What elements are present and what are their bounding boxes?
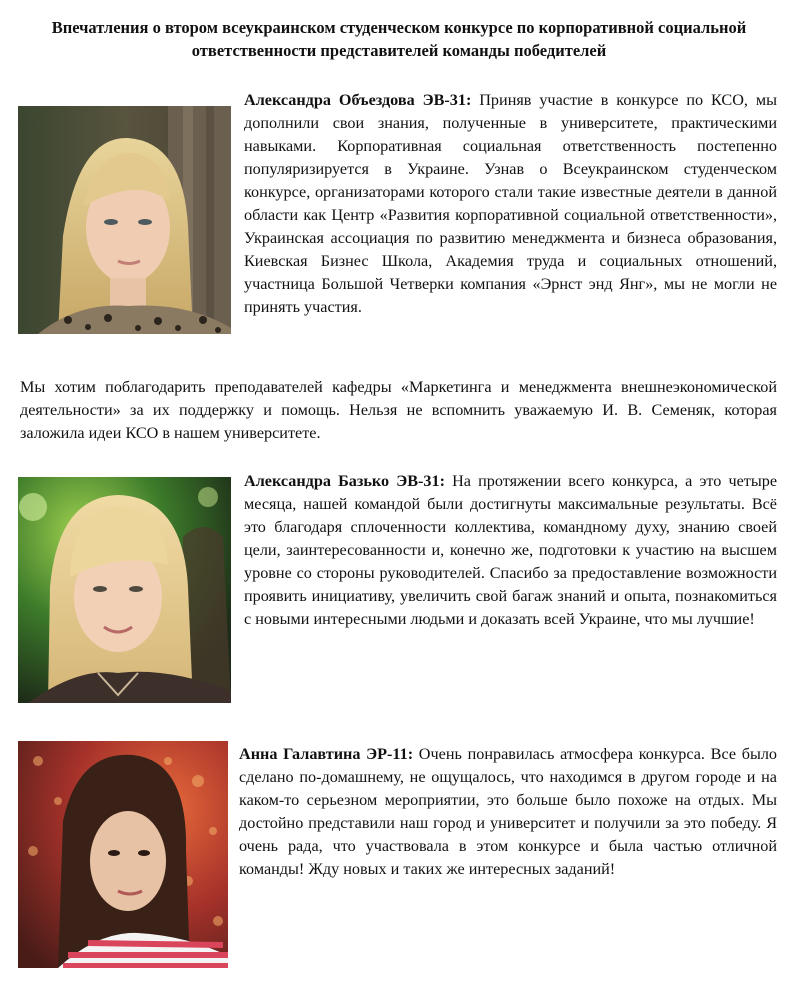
author-name: Анна Галавтина ЭР-11: — [239, 745, 414, 763]
page-title: Впечатления о втором всеукраинском студенческом конкурсе по корпоративной социальной ответственности представителей команды победителей — [51, 18, 747, 60]
photo-aleksandra-obezdova — [18, 106, 231, 334]
testimonial-text: Очень понравилась атмосфера конкурса. Все было сделано по-домашнему, не ощущалось, что находимся в другом городе и на каком-то серьезном мероприятии, это больше было похоже на отдых. Мы достойно представили наш город и университет и получили за это победу. Я очень рада, что участвовала в этом конкурсе и была частью отличной команды! Жду новых и таких же интересных заданий! — [239, 745, 777, 878]
thanks-paragraph: Мы хотим поблагодарить преподавателей кафедры «Маркетинга и менеджмента внешнеэкономической деятельности» за их поддержку и помощь. Нельзя не вспомнить уважаемую И. В. Семеняк, которая заложила идеи КСО в нашем университете. — [20, 378, 777, 442]
author-name: Александра Объездова ЭВ-31: — [244, 91, 472, 109]
photo-anna-galavtina — [18, 741, 228, 968]
photo-aleksandra-bazko — [18, 477, 231, 703]
testimonial-text: Приняв участие в конкурсе по КСО, мы дополнили свои знания, полученные в университете, практическими навыками. Корпоративная социальная ответственность постепенно популяризируется в Украине. Узнав о Всеукраинском студенческом конкурсе, организаторами которого стали такие известные деятели в данной области как Центр «Развития корпоративной социальной ответственности», Украинская ассоциация по развитию менеджмента и бизнеса образования, Киевская Бизнес Школа, Академия труда и социальных отношений, участница Большой Четверки компания «Эрнст энд Янг», мы не могли не принять участия. — [244, 91, 777, 316]
testimonial-text: На протяжении всего конкурса, а это четыре месяца, нашей командой были достигнуты максимальные результаты. Всё это благодаря сплоченности коллектива, командному духу, знанию своей цели, заинтересованности и, конечно же, подготовки к участию на высшем уровне со стороны руководителей. Спасибо за предоставление возможности проявить инициативу, увеличить свой багаж знаний и опыта, познакомиться с новыми интересными людьми и доказать всей Украине, что мы лучшие! — [244, 472, 778, 628]
author-name: Александра Базько ЭВ-31: — [244, 472, 445, 490]
